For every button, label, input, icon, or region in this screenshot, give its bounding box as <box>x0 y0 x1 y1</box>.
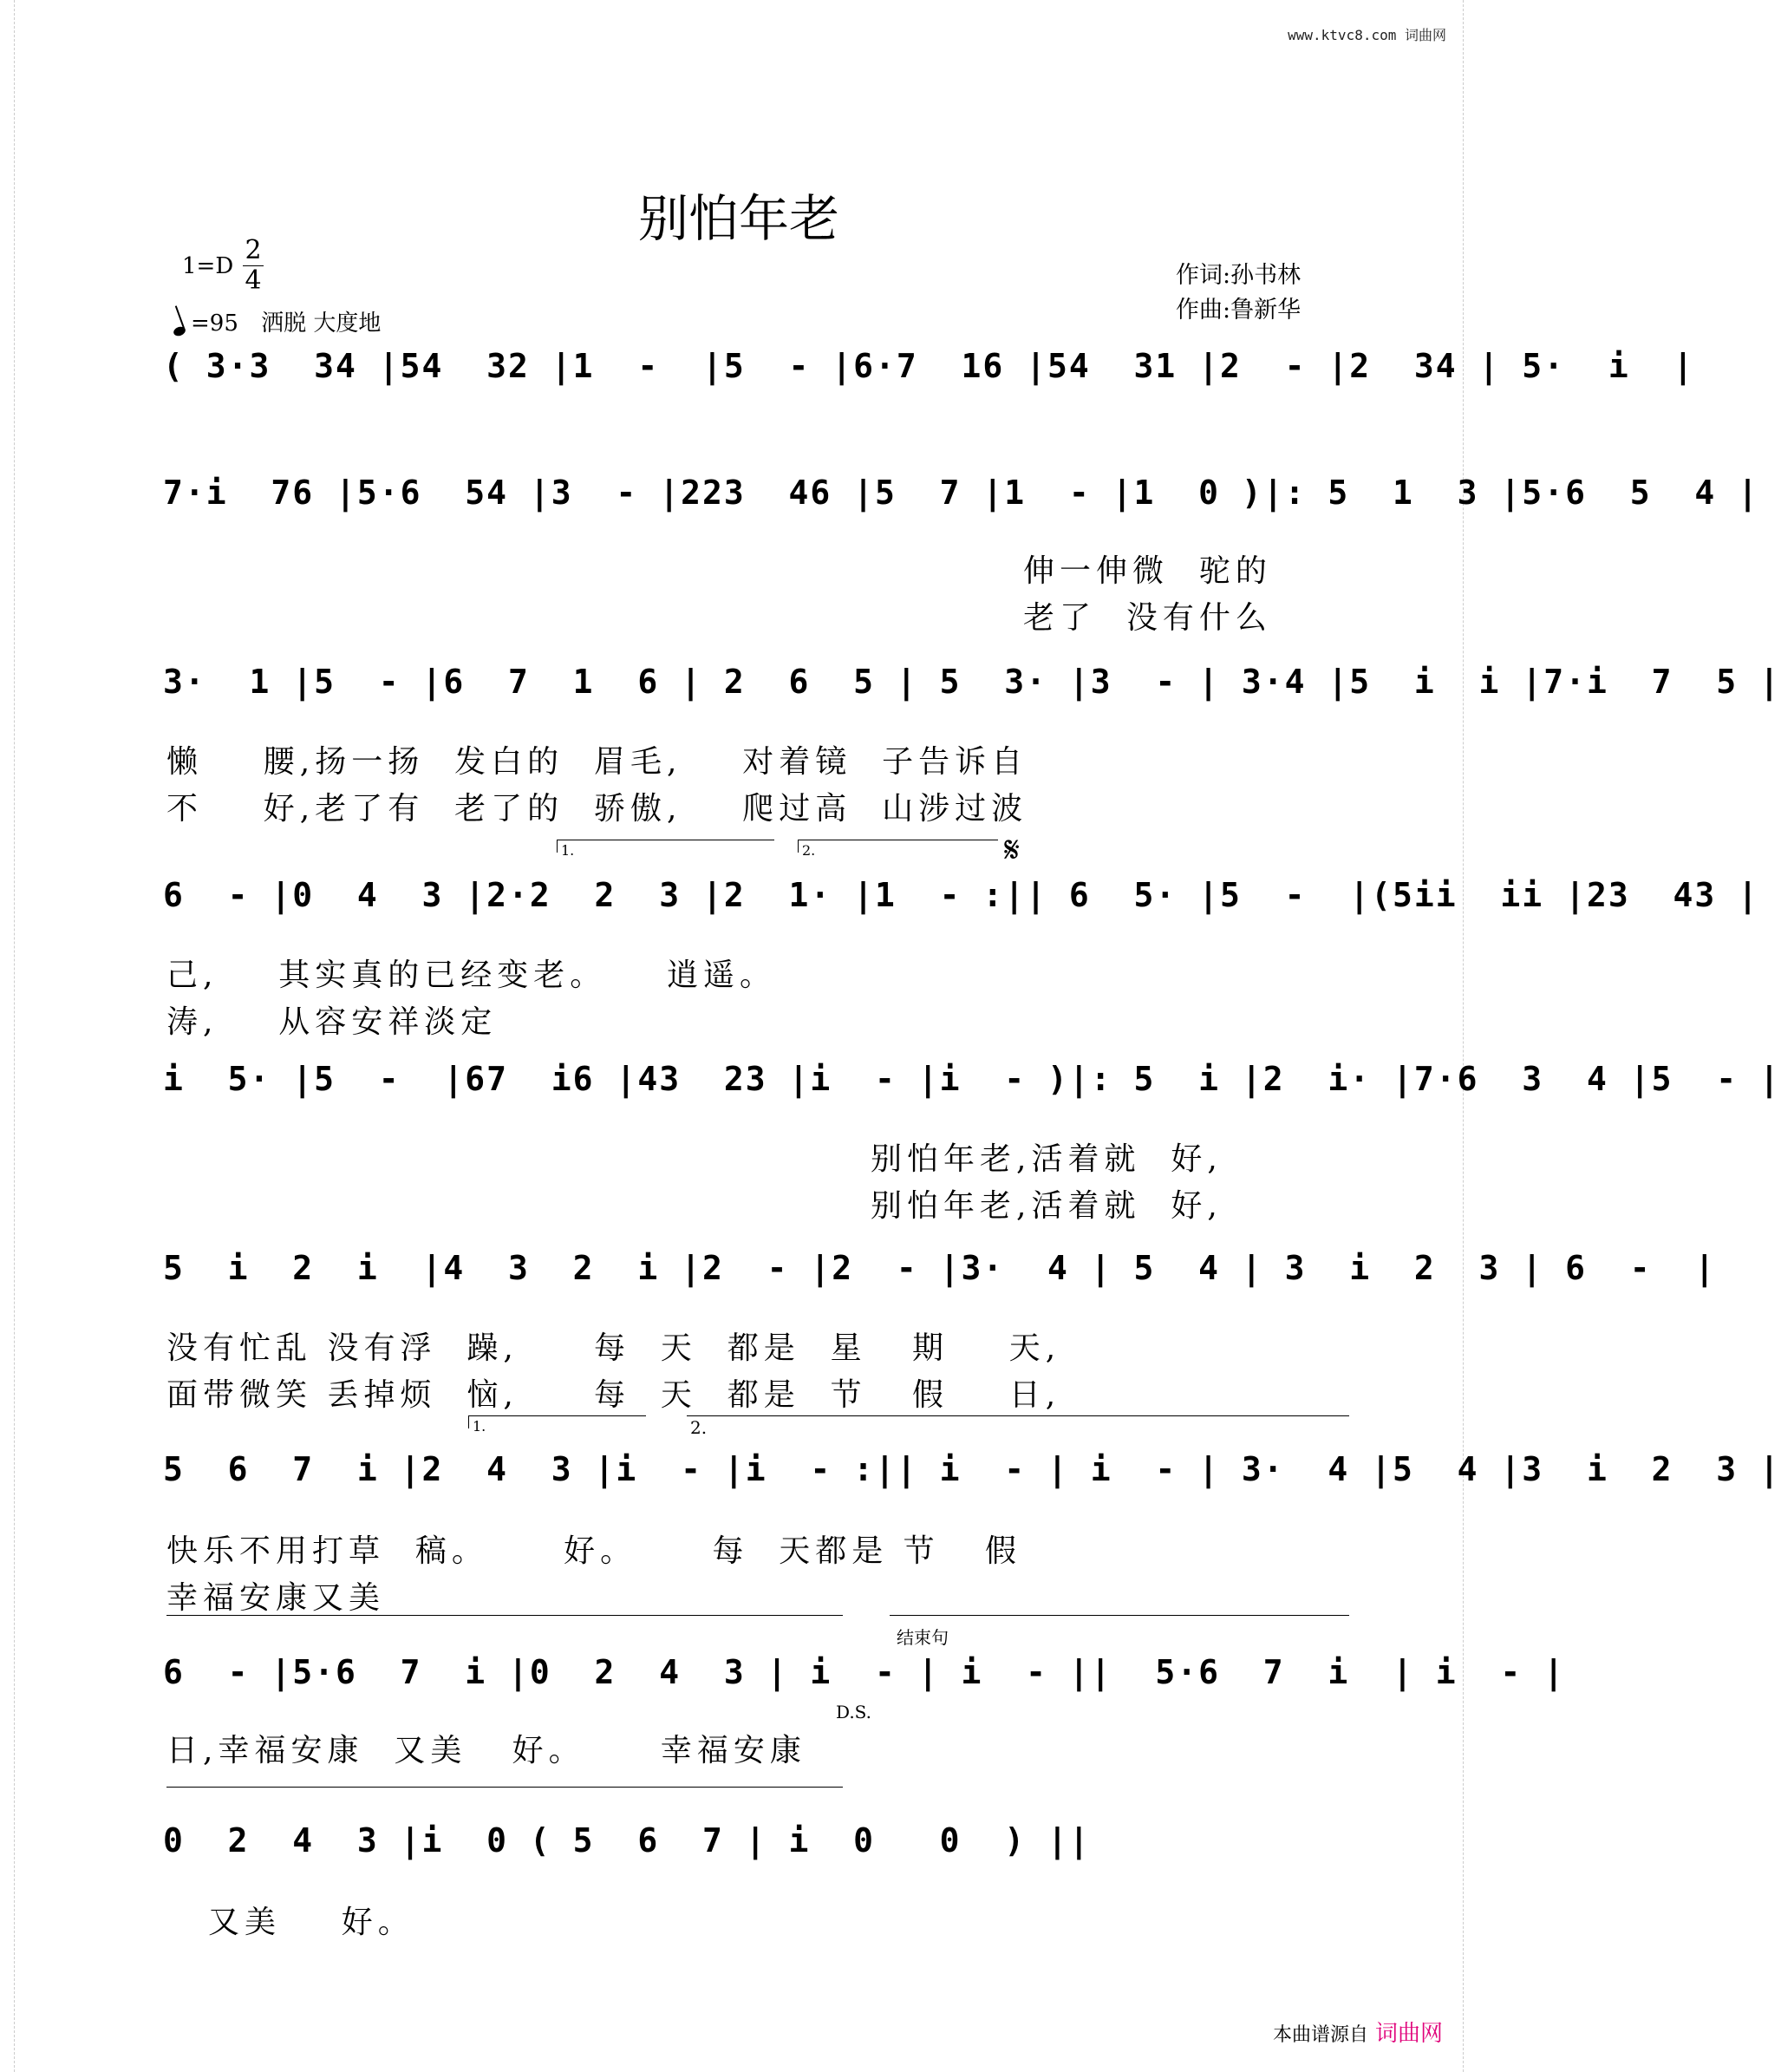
lyric-2-verse-1: 伸一伸微 驼的 <box>1023 553 1272 589</box>
footer-brand[interactable]: 词曲网 <box>1374 2021 1443 2047</box>
lyric-8-verse-1: 日,幸福安康 又美 好。 幸福安康 <box>166 1733 806 1768</box>
lyric-7-verse-2: 幸福安康又美 <box>166 1580 386 1616</box>
style-marking: 洒脱 大度地 <box>261 310 382 337</box>
lyric-7-verse-1: 快乐不用打草 稿。 好。 每 天都是 节 假 <box>166 1533 1021 1569</box>
lyric-6-verse-2: 面带微笑 丢掉烦 恼, 每 天 都是 节 假 日, <box>166 1377 1061 1413</box>
volta-2-bracket <box>798 840 998 859</box>
lyric-3-verse-2: 不 好,老了有 老了的 骄傲, 爬过高 山涉过波 <box>166 791 1028 827</box>
line-8-bracket <box>166 1615 843 1616</box>
time-signature <box>243 236 264 296</box>
lyric-6-verse-1: 没有忙乱 没有浮 躁, 每 天 都是 星 期 天, <box>166 1330 1061 1366</box>
lyric-2-verse-2: 老了 没有什么 <box>1023 600 1272 636</box>
score-line-8: 6 - |5·6 7 i |0 2 4 3 | i - | i - || 5·6 7 i | i - | <box>163 1653 1566 1691</box>
score-line-4: 6 - |0 4 3 |2·2 2 3 |2 1· |1 - :|| 6 5· |5 - |(5ii ii |23 43 | <box>163 876 1759 914</box>
volta-1-label-2: 1. <box>473 1418 486 1435</box>
volta-1-bracket <box>557 840 774 859</box>
volta-2-label: 2. <box>802 842 816 859</box>
lyric-5-verse-1: 别怕年老,活着就 好, <box>871 1141 1223 1177</box>
score-line-3: 3· 1 |5 - |6 7 1 6 | 2 6 5 | 5 3· |3 - | 3·4 |5 i i |7·i 7 5 | <box>163 663 1781 701</box>
lyric-9-verse-1: 又美 好。 <box>208 1905 414 1940</box>
site-watermark: www.ktvc8.com 词曲网 <box>1288 27 1446 43</box>
score-line-7: 5 6 7 i |2 4 3 |i - |i - :|| i - | i - | 3· 4 |5 4 |3 i 2 3 | <box>163 1450 1781 1488</box>
footer-text: 本曲谱源自 <box>1272 2024 1368 2046</box>
volta-1-bracket-2 <box>468 1415 646 1435</box>
lyric-5-verse-2: 别怕年老,活着就 好, <box>871 1188 1223 1224</box>
right-margin-strip <box>1463 0 1478 2072</box>
score-line-9: 0 2 4 3 |i 0 ( 5 6 7 | i 0 0 ) || <box>163 1821 1091 1860</box>
segno-icon: 𝄋 <box>1004 828 1021 871</box>
tempo-mark <box>173 305 381 337</box>
dal-segno-mark: D.S. <box>836 1702 872 1722</box>
quarter-note-icon <box>173 325 187 337</box>
left-margin-strip <box>0 0 15 2072</box>
key-signature: 1=D <box>182 253 234 279</box>
footer-source <box>1273 2016 1443 2048</box>
ending-label: 结束句 <box>897 1627 949 1648</box>
volta-1-label: 1. <box>561 842 575 859</box>
lyricist-credit: 作词:孙书林 <box>1176 262 1302 289</box>
time-top: 2 <box>245 235 262 265</box>
ending-bracket <box>890 1615 1349 1616</box>
tempo-value: =95 <box>191 310 238 337</box>
song-title: 别怕年老 <box>637 189 839 248</box>
score-line-1: ( 3·3 34 |54 32 |1 - |5 - |6·7 16 |54 31 |2 - |2 34 | 5· i | <box>163 347 1695 385</box>
time-bottom: 4 <box>245 265 262 296</box>
volta-2-label-2: 2. <box>690 1417 708 1438</box>
score-line-5: i 5· |5 - |67 i6 |43 23 |i - |i - )|: 5 i |2 i· |7·6 3 4 |5 - | <box>163 1060 1781 1098</box>
lyric-4-verse-1: 己, 其实真的已经变老。 逍遥。 <box>166 958 776 993</box>
line-9-bracket <box>166 1787 843 1788</box>
lyric-3-verse-1: 懒 腰,扬一扬 发白的 眉毛, 对着镜 子告诉自 <box>166 744 1028 780</box>
composer-credit: 作曲:鲁新华 <box>1176 297 1302 324</box>
score-line-2: 7·i 76 |5·6 54 |3 - |223 46 |5 7 |1 - |1 0 )|: 5 1 3 |5·6 5 4 | <box>163 474 1759 512</box>
lyric-4-verse-2: 涛, 从容安祥淡定 <box>166 1004 498 1040</box>
score-line-6: 5 i 2 i |4 3 2 i |2 - |2 - |3· 4 | 5 4 | 3 i 2 3 | 6 - | <box>163 1249 1717 1287</box>
volta-2-line-2 <box>687 1415 1349 1416</box>
